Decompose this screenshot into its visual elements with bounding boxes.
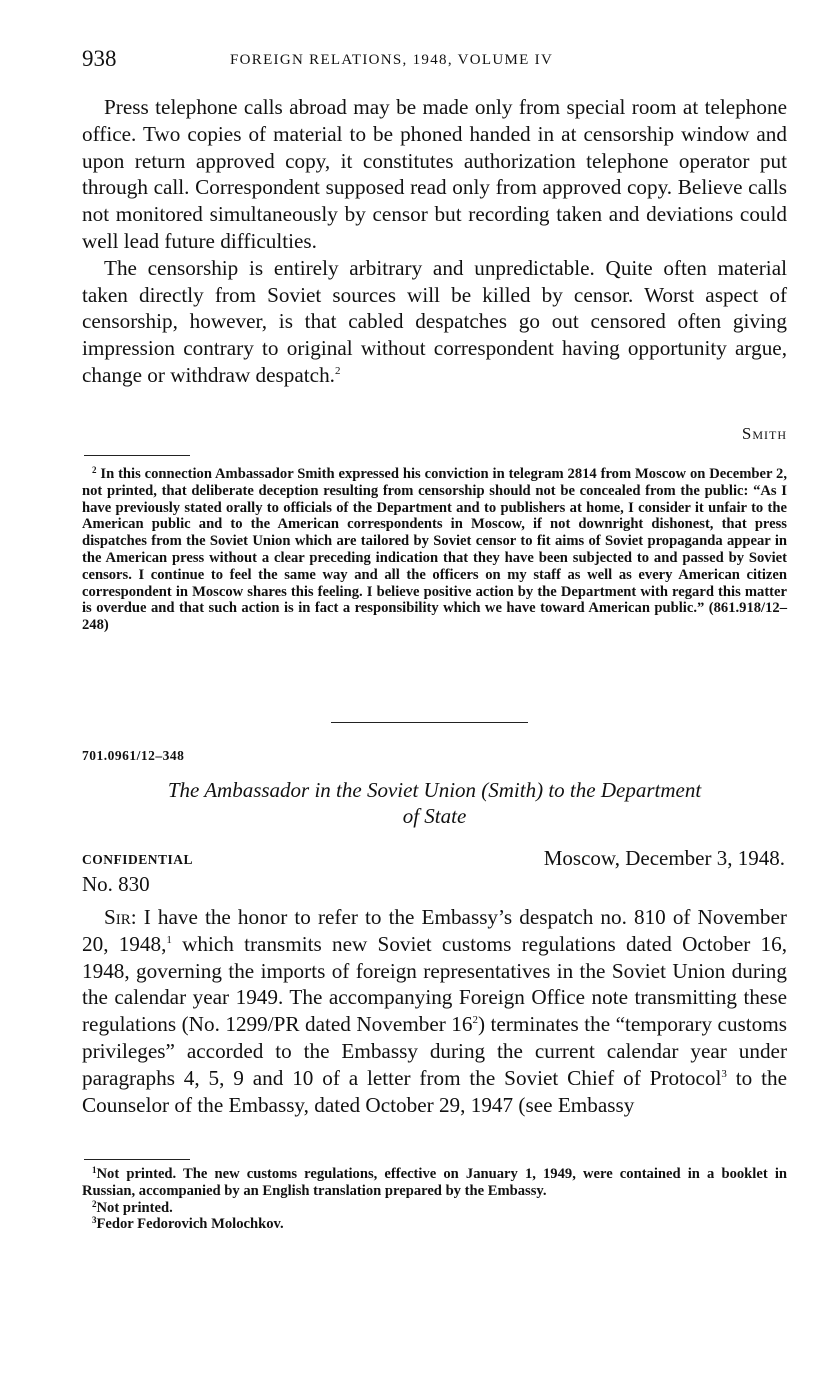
footnote-rule <box>84 455 190 456</box>
page-number: 938 <box>82 46 117 71</box>
footnote-rule-bottom <box>84 1159 190 1160</box>
paragraph-censorship <box>82 255 787 389</box>
despatch-body <box>82 904 787 1118</box>
footnote-bottom-1-text: Not printed. The new customs regulations, effective on January 1, 1949, were contained in a booklet in Russian, accompanied by an English translation prepared by the Embassy. <box>82 1166 787 1199</box>
despatch-text-2: which transmits new Soviet customs regulations dated October 16, 1948, governing the imports of foreign representatives in the Soviet Union during the calendar year 1949. The accompanying Foreign Office note transmitting these regulations (No. 1299/PR dated November 16 <box>82 931 788 1037</box>
section-divider <box>331 722 528 723</box>
despatch-text-1: : I have the honor to refer to the Embassy’s despatch no. 810 of November 20, 1948, <box>82 905 787 956</box>
file-reference: 701.0961/12–348 <box>82 748 185 763</box>
footnote-bottom-2 <box>82 1200 787 1217</box>
footnote-2 <box>82 466 787 634</box>
paragraph-censorship-text: The censorship is entirely arbitrary and unpredictable. Quite often material taken directly from Soviet sources will be killed by censor. Worst aspect of censorship, however, is that cabled despatches go out censored often giving impression contrary to original without correspondent having opportunity argue, change or withdraw despatch. <box>82 255 787 387</box>
footnote-bottom-1-marker: 1 <box>92 1165 97 1175</box>
footnote-bottom-3-text: Fedor Fedorovich Molochkov. <box>96 1216 284 1233</box>
running-head: FOREIGN RELATIONS, 1948, VOLUME IV <box>230 52 554 68</box>
footnote-2-text: In this connection Ambassador Smith expressed his conviction in telegram 2814 from Moscow on December 2, not printed, that deliberate deception resulting from censorship should not be concealed from the public: “As I have previously stated orally to officials of the Department and to publishers at home, I consider it unfair to the American public and to the American correspondents in Moscow, if not downright dishonest, that press dispatches from the Soviet Union which are tailored by Soviet censor to fit aims of Soviet propaganda appear in the American press without a clear preceding indication that they have been subjected to and passed by Soviet censors. I continue to feel the same way and all the officers on my staff as well as every American citizen correspondent in Moscow shares this feeling. I believe positive action by the Department with regard this matter is overdue and that such action is in fact a responsibility which we have toward American public.” (861.918/12–248) <box>82 466 788 634</box>
footnote-marker-1: 1 <box>166 933 172 946</box>
footnote-bottom-2-text: Not printed. <box>96 1199 173 1216</box>
despatch-text-4: to the Counselor of the Embassy, dated October 29, 1947 (see Embassy <box>82 1065 787 1117</box>
classification: CONFIDENTIAL <box>82 852 194 867</box>
footnotes-bottom <box>82 1166 787 1233</box>
footnote-bottom-1 <box>82 1166 787 1200</box>
footnote-bottom-3 <box>82 1216 787 1233</box>
salutation: Sir <box>104 905 131 929</box>
document-title <box>82 777 787 829</box>
document-title-line1: The Ambassador in the Soviet Union (Smith) to the Department <box>167 778 702 802</box>
paragraph-press-calls: Press telephone calls abroad may be made only from special room at telephone office. Two copies of material to be phoned handed in at censorship window and upon return approved copy, it constitutes authorization telephone operator put through call. Correspondent supposed read only from approved copy. Believe calls not monitored simultaneously by censor but recording taken and deviations could well lead future difficulties. <box>82 95 787 253</box>
despatch-paragraph <box>82 904 787 1118</box>
footnote-top <box>82 466 787 634</box>
footnote-marker: 2 <box>334 364 341 377</box>
dateline: Moscow, December 3, 1948. <box>543 846 785 870</box>
page-header <box>82 46 787 76</box>
footnote-bottom-3-marker: 3 <box>92 1215 97 1226</box>
document-title-line2: of State <box>402 804 467 828</box>
document-number: No. 830 <box>82 872 150 896</box>
despatch-text-3: ) terminates the “temporary customs privileges” accorded to the Embassy during the current calendar year under paragraphs 4, 5, 9 and 10 of a letter from the Soviet Chief of Protocol <box>82 1012 787 1090</box>
telegram-body <box>82 94 787 389</box>
footnote-marker-2: 2 <box>472 1014 478 1027</box>
footnote-marker-3: 3 <box>721 1067 727 1080</box>
footnote-2-marker: 2 <box>92 465 97 475</box>
footnote-bottom-2-marker: 2 <box>92 1198 97 1209</box>
signature: Smith <box>741 424 787 443</box>
